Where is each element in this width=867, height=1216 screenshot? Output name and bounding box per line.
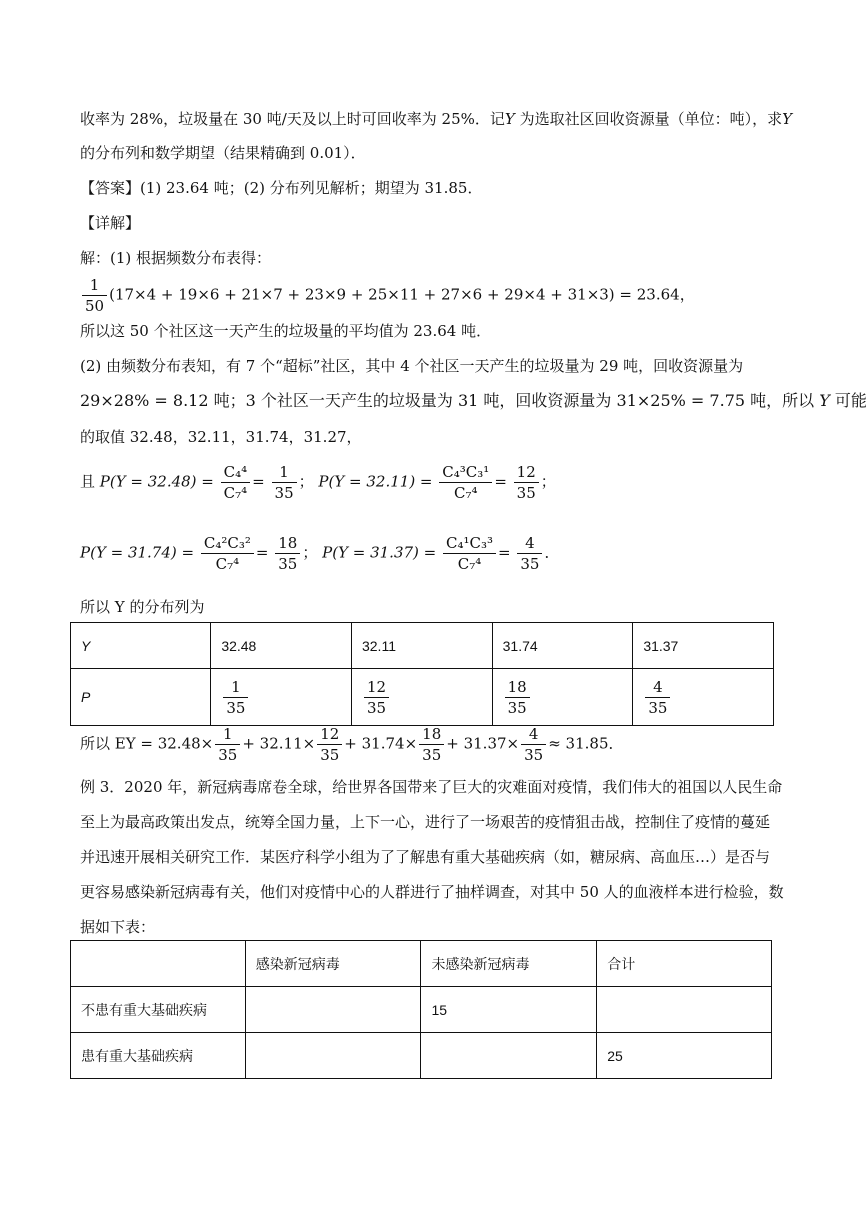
denominator: C₇⁴ [223, 484, 248, 502]
denominator: 35 [320, 746, 340, 764]
table-cell [245, 987, 421, 1033]
prob-lhs: P(Y = 32.11) = [318, 472, 433, 491]
numerator: C₄⁴ [221, 462, 251, 483]
text: 为选取社区回收资源量（单位：吨），求 [514, 110, 783, 128]
mean-expression: (17×4 + 19×6 + 21×7 + 23×9 + 25×11 + 27×6 + 29×4 + 31×3) = 23.64， [109, 285, 695, 304]
fraction [521, 724, 546, 765]
separator: ； [298, 472, 314, 491]
fraction [505, 677, 530, 718]
table-cell [421, 1033, 597, 1079]
denominator: 35 [366, 698, 387, 717]
distribution-intro: 所以 Y 的分布列为 [80, 598, 205, 616]
numerator: 4 [645, 677, 670, 698]
numerator: 18 [505, 677, 530, 698]
fraction [223, 677, 248, 718]
table-cell: 31.37 [633, 623, 774, 669]
denominator: 35 [520, 555, 540, 573]
fraction [272, 462, 297, 503]
table-header-cell: 合计 [597, 941, 772, 987]
numerator: 1 [223, 677, 248, 698]
distribution-table [70, 622, 774, 726]
table-header-cell: 未感染新冠病毒 [421, 941, 597, 987]
table-cell: 不患有重大基础疾病 [71, 987, 246, 1033]
equals: = [494, 472, 507, 491]
text: 且 [80, 472, 100, 491]
table-cell: 32.11 [351, 623, 492, 669]
fraction [645, 677, 670, 718]
fraction [275, 533, 300, 574]
table-cell [245, 1033, 421, 1079]
numerator: C₄²C₃² [201, 533, 254, 554]
fraction [439, 462, 492, 503]
numerator: 18 [275, 533, 300, 554]
fraction [221, 462, 251, 503]
numerator: C₄³C₃¹ [439, 462, 492, 483]
table-header-row [71, 941, 772, 987]
table-cell: 25 [597, 1033, 772, 1079]
table-cell [211, 669, 352, 726]
fraction [419, 724, 444, 765]
denominator: 35 [226, 698, 246, 717]
solution-part2-line2 [80, 390, 867, 412]
table-row [71, 623, 774, 669]
denominator: 35 [507, 698, 527, 717]
table-cell: Y [71, 623, 211, 669]
table-row [71, 669, 774, 726]
detail-heading: 【详解】 [80, 214, 141, 232]
expectation-formula [80, 724, 623, 765]
probability-line-2 [80, 533, 560, 574]
text: 吨，所以 [745, 391, 820, 410]
table-cell [597, 987, 772, 1033]
table-row [71, 987, 772, 1033]
fraction [317, 724, 342, 765]
table-cell: 15 [421, 987, 597, 1033]
math: 31×25% = 7.75 [616, 391, 746, 410]
numerator: 1 [215, 724, 240, 745]
example3-line-3: 并迅速开展相关研究工作．某医疗科学小组为了了解患有重大基础疾病（如，糖尿病、高血压…）是否与 [80, 848, 771, 866]
numerator: 12 [364, 677, 389, 698]
text: + 32.11× [242, 734, 316, 753]
fraction [364, 677, 389, 718]
paragraph-line-2: 的分布列和数学期望（结果精确到 0.01）． [80, 144, 366, 162]
separator: ； [540, 472, 556, 491]
numerator: 4 [517, 533, 542, 554]
denominator: C₇⁴ [457, 555, 482, 573]
fraction [514, 462, 539, 503]
denominator: 35 [648, 698, 668, 717]
example3-line-1: 例 3．2020 年，新冠病毒席卷全球，给世界各国带来了巨大的灾难面对疫情，我们伟大的祖国以人民生命 [80, 778, 783, 796]
denominator: 35 [422, 746, 442, 764]
numerator: 1 [82, 275, 107, 296]
denominator: C₇⁴ [215, 555, 240, 573]
equals: = [252, 472, 265, 491]
numerator: 12 [514, 462, 539, 483]
var-y: Y [782, 110, 792, 128]
denominator: 35 [278, 555, 298, 573]
table-cell [492, 669, 633, 726]
fraction [82, 275, 107, 316]
paragraph-line-1 [80, 108, 792, 130]
solution-part1: 解：(1) 根据频数分布表得： [80, 249, 272, 267]
probability-line-1 [80, 462, 556, 503]
example3-line-5: 据如下表： [80, 918, 156, 936]
fraction [443, 533, 496, 574]
text: 可能 [829, 391, 867, 410]
denominator: 50 [85, 297, 105, 315]
fraction [517, 533, 542, 574]
prob-lhs: P(Y = 31.74) = [80, 543, 195, 562]
table-row [71, 1033, 772, 1079]
numerator: 4 [521, 724, 546, 745]
solution-part2-line1: (2) 由频数分布表知，有 7 个“超标”社区，其中 4 个社区一天产生的垃圾量为 29 吨，回收资源量为 [80, 357, 744, 375]
denominator: C₇⁴ [454, 484, 478, 502]
prob-lhs: P(Y = 31.37) = [322, 543, 437, 562]
data-table [70, 940, 772, 1079]
numerator: 18 [419, 724, 444, 745]
table-cell: 32.48 [211, 623, 352, 669]
mean-formula [80, 275, 695, 316]
solution-part2-line3: 的取值 32.48，32.11，31.74，31.27， [80, 428, 362, 446]
table-cell: P [71, 669, 211, 726]
answer-line: 【答案】(1) 23.64 吨；(2) 分布列见解析；期望为 31.85． [80, 179, 483, 197]
mean-conclusion: 所以这 50 个社区这一天产生的垃圾量的平均值为 23.64 吨． [80, 322, 492, 340]
var-y: Y [819, 391, 830, 410]
example3-line-2: 至上为最高政策出发点，统筹全国力量，上下一心，进行了一场艰苦的疫情狙击战，控制住了疫情的蔓延 [80, 813, 771, 831]
table-cell: 31.74 [492, 623, 633, 669]
text: 吨；3 个社区一天产生的垃圾量为 31 吨，回收资源量为 [208, 391, 617, 410]
prob-lhs: P(Y = 32.48) = [99, 472, 214, 491]
table-header-cell [71, 941, 246, 987]
fraction [215, 724, 240, 765]
var-y: Y [504, 110, 515, 128]
denominator: 35 [274, 484, 294, 502]
separator: ． [544, 543, 560, 562]
numerator: 12 [317, 724, 342, 745]
text: ≈ 31.85． [548, 734, 624, 753]
separator: ； [302, 543, 318, 562]
denominator: 35 [516, 484, 536, 502]
text: 所以 EY = 32.48× [80, 734, 214, 753]
fraction [201, 533, 254, 574]
table-header-cell: 感染新冠病毒 [245, 941, 421, 987]
denominator: 35 [218, 746, 238, 764]
text: + 31.74× [344, 734, 418, 753]
table-cell [351, 669, 492, 726]
equals: = [498, 543, 511, 562]
text: + 31.37× [446, 734, 520, 753]
text: 收率为 28%，垃圾量在 30 吨/天及以上时可回收率为 25%．记 [80, 110, 505, 128]
math: 29×28% = 8.12 [80, 391, 209, 410]
table-cell: 患有重大基础疾病 [71, 1033, 246, 1079]
denominator: 35 [524, 746, 544, 764]
table-cell [633, 669, 774, 726]
example3-line-4: 更容易感染新冠病毒有关，他们对疫情中心的人群进行了抽样调查，对其中 50 人的血液样本进行检验，数 [80, 883, 784, 901]
numerator: 1 [272, 462, 297, 483]
numerator: C₄¹C₃³ [443, 533, 496, 554]
equals: = [255, 543, 269, 562]
